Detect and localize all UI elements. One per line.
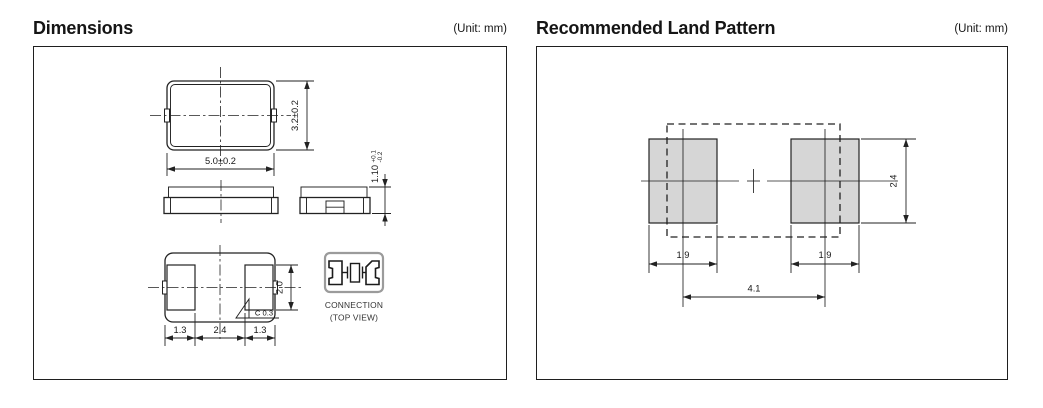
thickness-tol-plus: +0.1 [370, 150, 378, 163]
front-view [164, 180, 278, 223]
dimensions-title: Dimensions [33, 18, 134, 38]
thickness-tol-minus: -0.2 [377, 151, 384, 163]
pad-height-value: 2.0 [274, 281, 285, 294]
dim-thickness [369, 150, 391, 226]
connection-diagram [325, 253, 383, 323]
land-pattern-section [536, 10, 1008, 380]
connection-label-line2: (TOP VIEW) [329, 312, 379, 323]
chamfer-value: C 0.3 [254, 308, 274, 318]
land-pad-right-width-value: 1.9 [818, 250, 832, 260]
pad-width-left-value: 1.3 [173, 325, 187, 335]
pad-gap-value: 2.4 [213, 325, 227, 335]
land-pad-left-width-value: 1.9 [676, 250, 690, 260]
dim-land-pad-pitch [683, 284, 825, 298]
land-pad-height-value: 2.4 [888, 174, 899, 188]
land-pad-pitch-value: 4.1 [747, 283, 761, 294]
connection-right-terminal [366, 261, 379, 285]
dimensions-section [33, 10, 507, 380]
top-view [150, 67, 291, 166]
land-pattern-drawing [537, 47, 1005, 378]
land-pattern-panel [536, 46, 1008, 380]
body-width-value: 5.0±0.2 [205, 156, 236, 166]
dimensions-header [33, 10, 507, 37]
pad-width-right-value: 1.3 [253, 325, 267, 335]
land-pattern-unit-label: (Unit: mm) [954, 23, 1008, 36]
crystal-symbol-icon [342, 264, 366, 283]
dimensions-unit-label: (Unit: mm) [453, 23, 507, 36]
land-pattern-title: Recommended Land Pattern [536, 18, 776, 38]
connection-left-terminal [329, 261, 342, 285]
body-height-value: 3.2±0.2 [290, 100, 300, 131]
land-pattern-header [536, 10, 1008, 37]
connection-label-line1: CONNECTION [324, 300, 384, 310]
dimensions-drawing [34, 47, 504, 378]
dimensions-panel [33, 46, 507, 380]
side-view [300, 187, 370, 214]
dim-body-width [167, 153, 274, 176]
thickness-value: 1.10 [370, 164, 380, 183]
